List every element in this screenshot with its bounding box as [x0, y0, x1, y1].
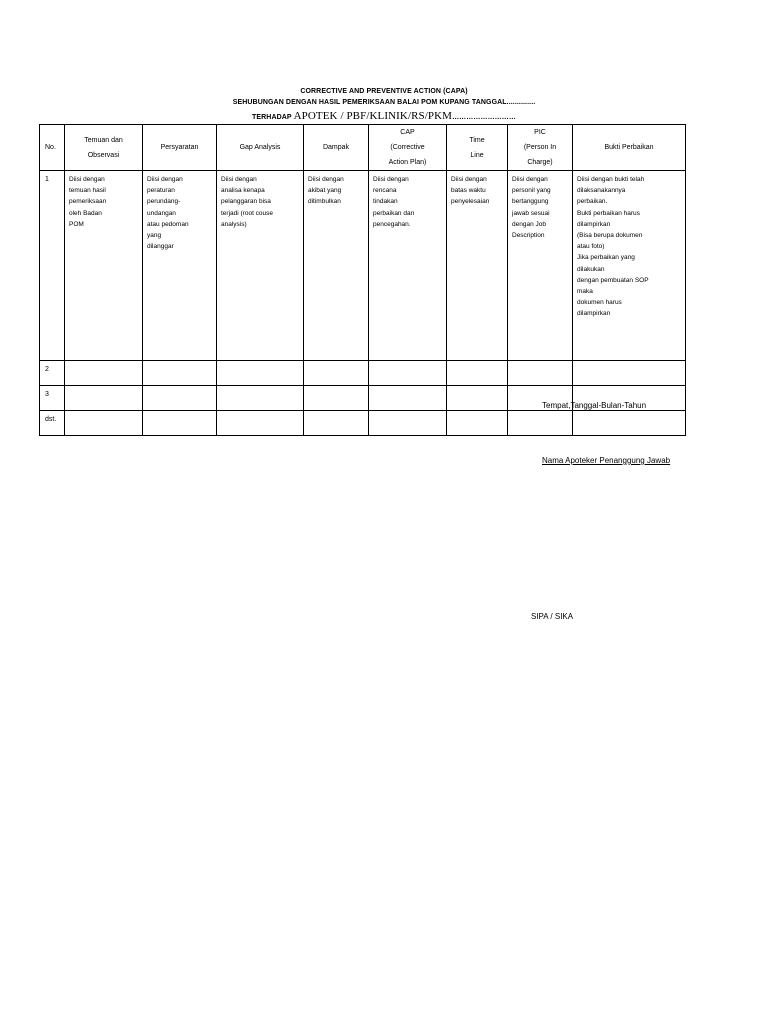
cell-time-line: Diisi dengan batas waktu penyelesaian — [447, 171, 508, 361]
row-number: dst. — [40, 411, 65, 436]
empty-cell — [447, 361, 508, 386]
empty-cell — [217, 386, 304, 411]
capa-subtitle: SEHUBUNGAN DENGAN HASIL PEMERIKSAAN BALAI POM KUPANG TANGGAL.............. — [232, 99, 536, 106]
header-gap-analysis: Gap Analysis — [217, 125, 304, 171]
empty-cell — [304, 411, 369, 436]
header-dampak: Dampak — [304, 125, 369, 171]
row-number: 2 — [40, 361, 65, 386]
target-facility: APOTEK / PBF/KLINIK/RS/PKM — [293, 110, 453, 122]
table-row — [40, 411, 686, 436]
empty-cell — [369, 361, 447, 386]
table-header-row — [40, 125, 686, 171]
cell-pic: Diisi dengan personil yang bertanggung jawab sesuai dengan Job Description — [508, 171, 573, 361]
cell-gap-analysis: Diisi dengan analisa kenapa pelanggaran bisa terjadi (root couse analysis) — [217, 171, 304, 361]
capa-title: CORRECTIVE AND PREVENTIVE ACTION (CAPA) — [300, 88, 468, 95]
target-prefix: TERHADAP — [252, 114, 294, 121]
empty-cell — [143, 411, 217, 436]
capa-table — [39, 124, 686, 436]
empty-cell — [508, 361, 573, 386]
cell-dampak: Diisi dengan akibat yang ditimbulkan — [304, 171, 369, 361]
empty-cell — [217, 361, 304, 386]
capa-target-line — [0, 110, 768, 122]
header-time-line: Time Line — [447, 125, 508, 171]
empty-cell — [143, 386, 217, 411]
header-bukti-perbaikan: Bukti Perbaikan — [573, 125, 686, 171]
empty-cell — [217, 411, 304, 436]
empty-cell — [65, 411, 143, 436]
header-pic: PIC (Person In Charge) — [508, 125, 573, 171]
row-number: 1 — [40, 171, 65, 361]
cell-persyaratan: Diisi dengan peraturan perundang- undangan atau pedoman yang dilanggar — [143, 171, 217, 361]
header-no: No. — [40, 125, 65, 171]
table-row — [40, 361, 686, 386]
empty-cell — [304, 386, 369, 411]
empty-cell — [143, 361, 217, 386]
cell-cap: Diisi dengan rencana tindakan perbaikan dan pencegahan. — [369, 171, 447, 361]
empty-cell — [65, 361, 143, 386]
header-persyaratan: Persyaratan — [143, 125, 217, 171]
empty-cell — [447, 386, 508, 411]
empty-cell — [447, 411, 508, 436]
row-number: 3 — [40, 386, 65, 411]
place-date-text: Tempat,Tanggal-Bulan-Tahun — [542, 401, 647, 410]
empty-cell — [304, 361, 369, 386]
cell-bukti-perbaikan: Diisi dengan bukti telah dilaksanakannya perbaikan. Bukti perbaikan harus dilampirkan (Bisa berupa dokumen atau foto) Jika perbaikan yang dilakukan dengan pembuatan SOP maka dokumen harus dilampirkan — [573, 171, 686, 361]
pharmacist-name-text: Nama Apoteker Penanggung Jawab — [542, 456, 671, 465]
empty-cell — [65, 386, 143, 411]
empty-cell — [508, 411, 573, 436]
empty-cell — [369, 386, 447, 411]
header-temuan: Temuan dan Observasi — [65, 125, 143, 171]
empty-cell — [573, 411, 686, 436]
table-row — [40, 171, 686, 361]
header-cap: CAP (Corrective Action Plan) — [369, 125, 447, 171]
empty-cell — [573, 361, 686, 386]
empty-cell — [369, 411, 447, 436]
cell-temuan: Diisi dengan temuan hasil pemeriksaan oleh Badan POM — [65, 171, 143, 361]
target-dots: ……………………… — [452, 114, 516, 121]
license-text: SIPA / SIKA — [531, 612, 574, 621]
